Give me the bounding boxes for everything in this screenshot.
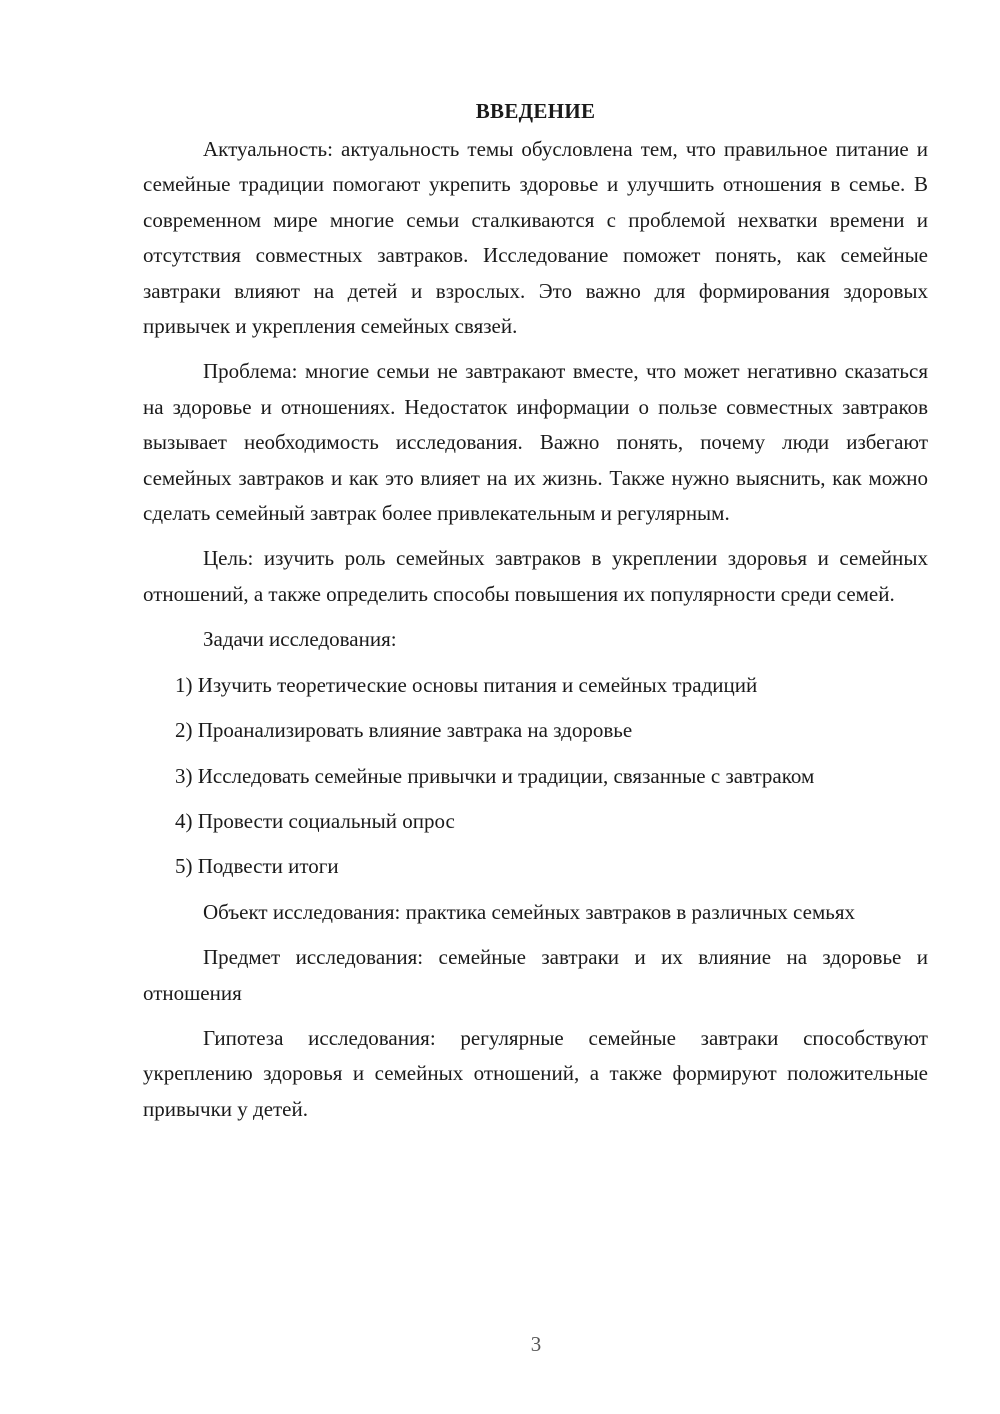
goal-paragraph: Цель: изучить роль семейных завтраков в укреплении здоровья и семейных отношений, а также определить способы повышения их популярности среди семей. xyxy=(143,546,928,606)
page-number: 3 xyxy=(530,1332,542,1356)
task-item-3: 3) Исследовать семейные привычки и традиции, связанные с завтраком xyxy=(175,763,815,788)
subject-paragraph: Предмет исследования: семейные завтраки и их влияние на здоровье и отношения xyxy=(143,945,928,1005)
page-content xyxy=(143,96,928,1137)
hypothesis-paragraph: Гипотеза исследования: регулярные семейные завтраки способствуют укреплению здоровья и семейных отношений, а также формируют положительные привычки у детей. xyxy=(143,1025,928,1121)
object-paragraph: Объект исследования: практика семейных завтраков в различных семьях xyxy=(203,899,855,924)
page-title: ВВЕДЕНИЕ xyxy=(475,99,596,123)
tasks-heading: Задачи исследования: xyxy=(203,627,397,652)
task-item-2: 2) Проанализировать влияние завтрака на здоровье xyxy=(175,718,633,743)
task-item-4: 4) Провести социальный опрос xyxy=(175,808,455,833)
relevance-paragraph: Актуальность: актуальность темы обусловлена тем, что правильное питание и семейные традиции помогают укрепить здоровье и улучшить отношения в семье. В современном мире многие семьи сталкиваются с проблемой нехватки времени и отсутствия совместных завтраков. Исследование поможет понять, как семейные завтраки влияют на детей и взрослых. Это важно для формирования здоровых привычек и укрепления семейных связей. xyxy=(143,137,928,339)
task-item-5: 5) Подвести итоги xyxy=(175,854,339,879)
problem-paragraph: Проблема: многие семьи не завтракают вместе, что может негативно сказаться на здоровье и отношениях. Недостаток информации о пользе совместных завтраков вызывает необходимость исследования. Важно понять, почему люди избегают семейных завтраков и как это влияет на их жизнь. Также нужно выяснить, как можно сделать семейный завтрак более привлекательным и регулярным. xyxy=(143,359,928,526)
task-item-1: 1) Изучить теоретические основы питания и семейных традиций xyxy=(175,672,758,697)
